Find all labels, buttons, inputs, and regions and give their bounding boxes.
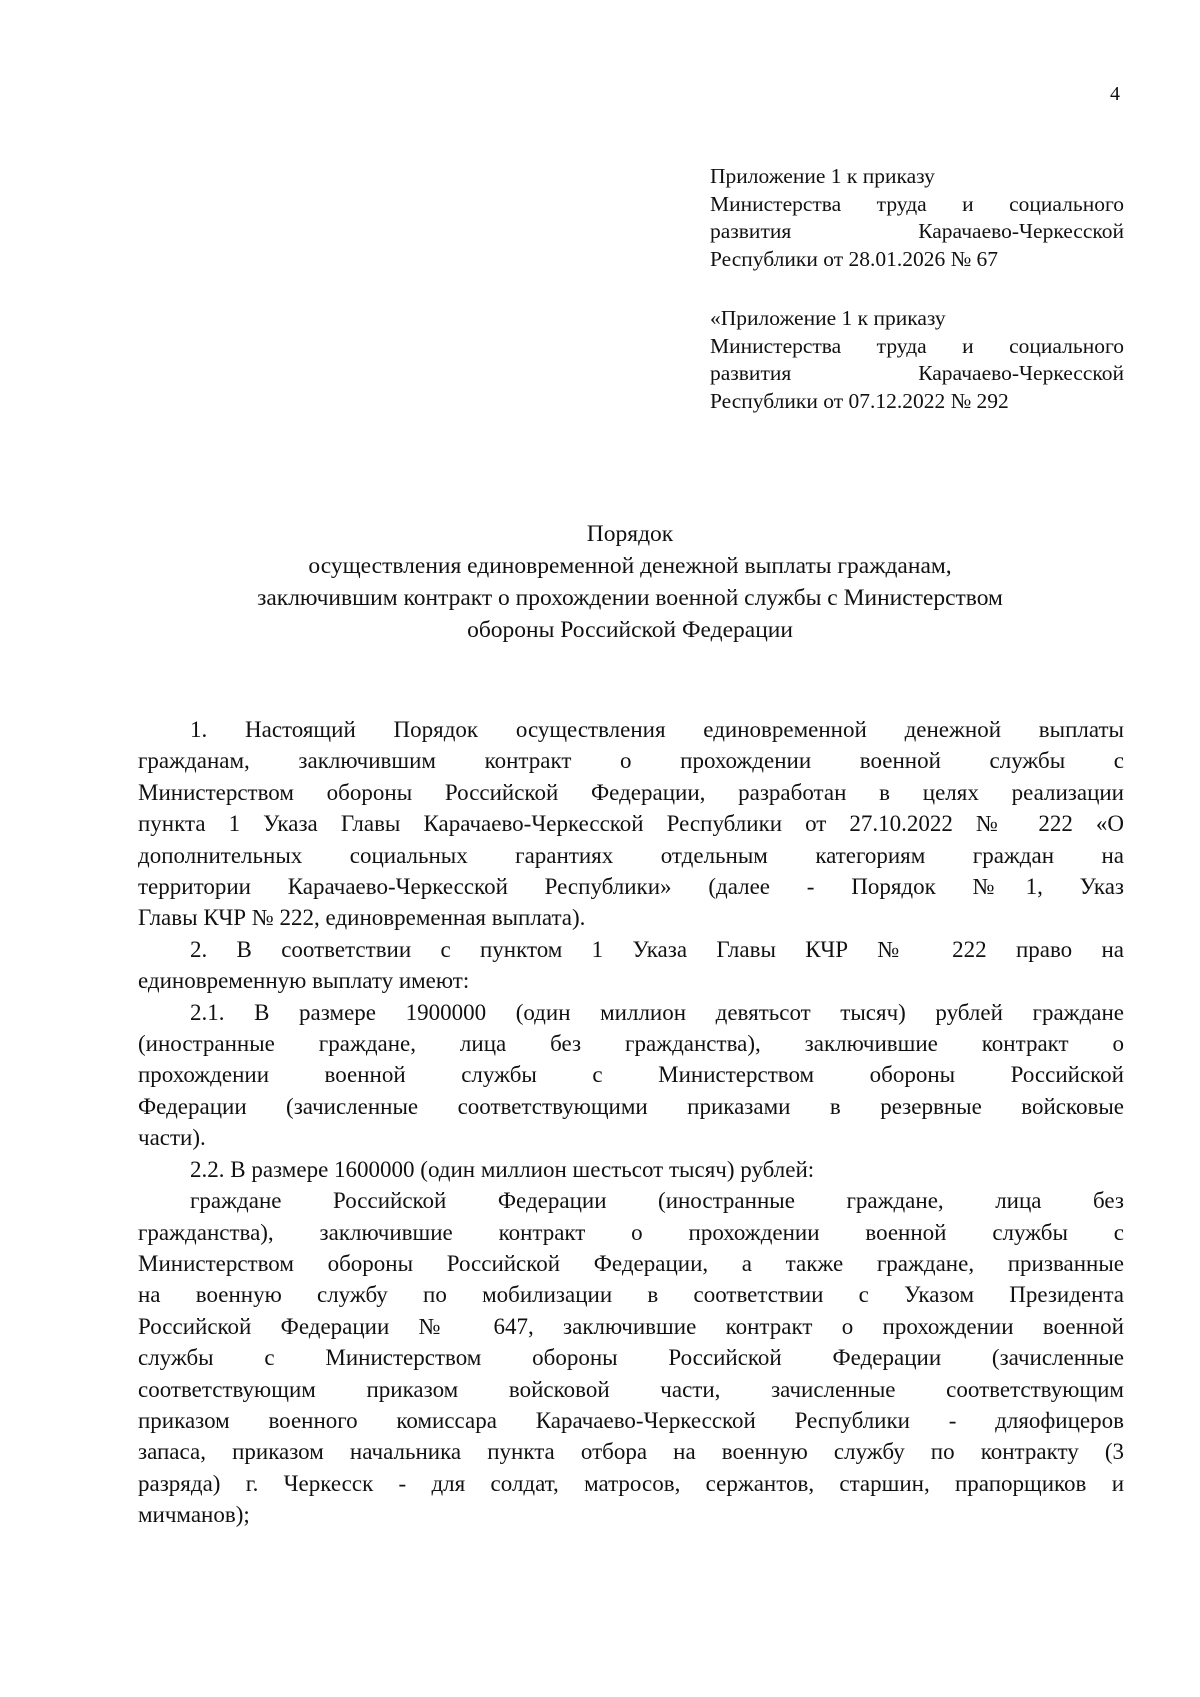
appendix-line: Республики от 28.01.2026 № 67 <box>710 246 998 271</box>
body-line: мичманов); <box>138 1502 250 1528</box>
title-line: обороны Российской Федерации <box>467 617 793 643</box>
body-line: прохождении военной службы с Министерством обороны Российской <box>138 1062 1124 1088</box>
appendix-line: «Приложение 1 к приказу <box>710 306 946 330</box>
body-line: дополнительных социальных гарантиях отдельным категориям граждан на <box>138 842 1124 868</box>
body-line: 2.1. В размере 1900000 (один миллион девятьсот тысяч) рублей граждане <box>190 999 1124 1025</box>
body-line: запаса, приказом начальника пункта отбора на военную службу по контракту (3 <box>138 1439 1124 1465</box>
body-line: 2.2. В размере 1600000 (один миллион шестьсот тысяч) рублей: <box>190 1156 815 1182</box>
body-line: службы с Министерством обороны Российской Федерации (зачисленные <box>138 1345 1124 1371</box>
body-line: единовременную выплату имеют: <box>138 968 470 994</box>
page-number: 4 <box>1110 83 1120 105</box>
body-line: гражданам, заключившим контракт о прохождении военной службы с <box>138 748 1124 774</box>
body-line: Федерации (зачисленные соответствующими приказами в резервные войсковые <box>138 1093 1124 1119</box>
body-line: приказом военного комиссара Карачаево-Черкесской Республики - дляофицеров <box>138 1407 1124 1433</box>
body-line: Министерством обороны Российской Федерации, разработан в целях реализации <box>138 779 1124 805</box>
appendix-line: Приложение 1 к приказу <box>710 164 935 188</box>
appendix-reference-old <box>710 305 1124 415</box>
body-line: 1. Настоящий Порядок осуществления единовременной денежной выплаты <box>190 717 1124 742</box>
body-line: разряда) г. Черкесск - для солдат, матросов, сержантов, старшин, прапорщиков и <box>138 1470 1124 1496</box>
body-line: 2. В соответствии с пунктом 1 Указа Главы КЧР № 222 право на <box>190 936 1124 962</box>
title-line: заключившим контракт о прохождении военной службы с Министерством <box>257 585 1003 611</box>
appendix-line: развития Карачаево-Черкесской <box>710 219 1124 243</box>
body-line: Российской Федерации № 647, заключившие контракт о прохождении военной <box>138 1313 1124 1339</box>
body-line: территории Карачаево-Черкесской Республики» (далее - Порядок №1, Указ <box>138 874 1124 900</box>
body-line: гражданства), заключившие контракт о прохождении военной службы с <box>138 1219 1124 1245</box>
appendix-line: Министерства труда и социального <box>710 333 1124 358</box>
body-line: граждане Российской Федерации (иностранные граждане, лица без <box>190 1188 1124 1214</box>
body-line: Главы КЧР № 222, единовременная выплата). <box>138 905 586 931</box>
body-line: части). <box>138 1125 206 1151</box>
appendix-line: развития Карачаево-Черкесской <box>710 361 1124 385</box>
title-line: Порядок <box>586 521 674 547</box>
appendix-reference-new <box>710 163 1124 273</box>
body-line: Министерством обороны Российской Федерации, а также граждане, призванные <box>138 1250 1124 1276</box>
body-line: соответствующим приказом войсковой части, зачисленные соответствующим <box>138 1376 1124 1402</box>
title-line: осуществления единовременной денежной выплаты гражданам, <box>308 553 952 579</box>
body-line: на военную службу по мобилизации в соответствии с Указом Президента <box>138 1282 1124 1308</box>
appendix-line: Министерства труда и социального <box>710 191 1124 216</box>
document-title <box>100 518 1160 646</box>
appendix-line: Республики от 07.12.2022 № 292 <box>710 388 1009 413</box>
body-line: (иностранные граждане, лица без гражданства), заключившие контракт о <box>138 1031 1124 1057</box>
body-line: пункта 1 Указа Главы Карачаево-Черкесской Республики от 27.10.2022 № 222 «О <box>138 811 1124 837</box>
document-body <box>138 714 1124 1531</box>
